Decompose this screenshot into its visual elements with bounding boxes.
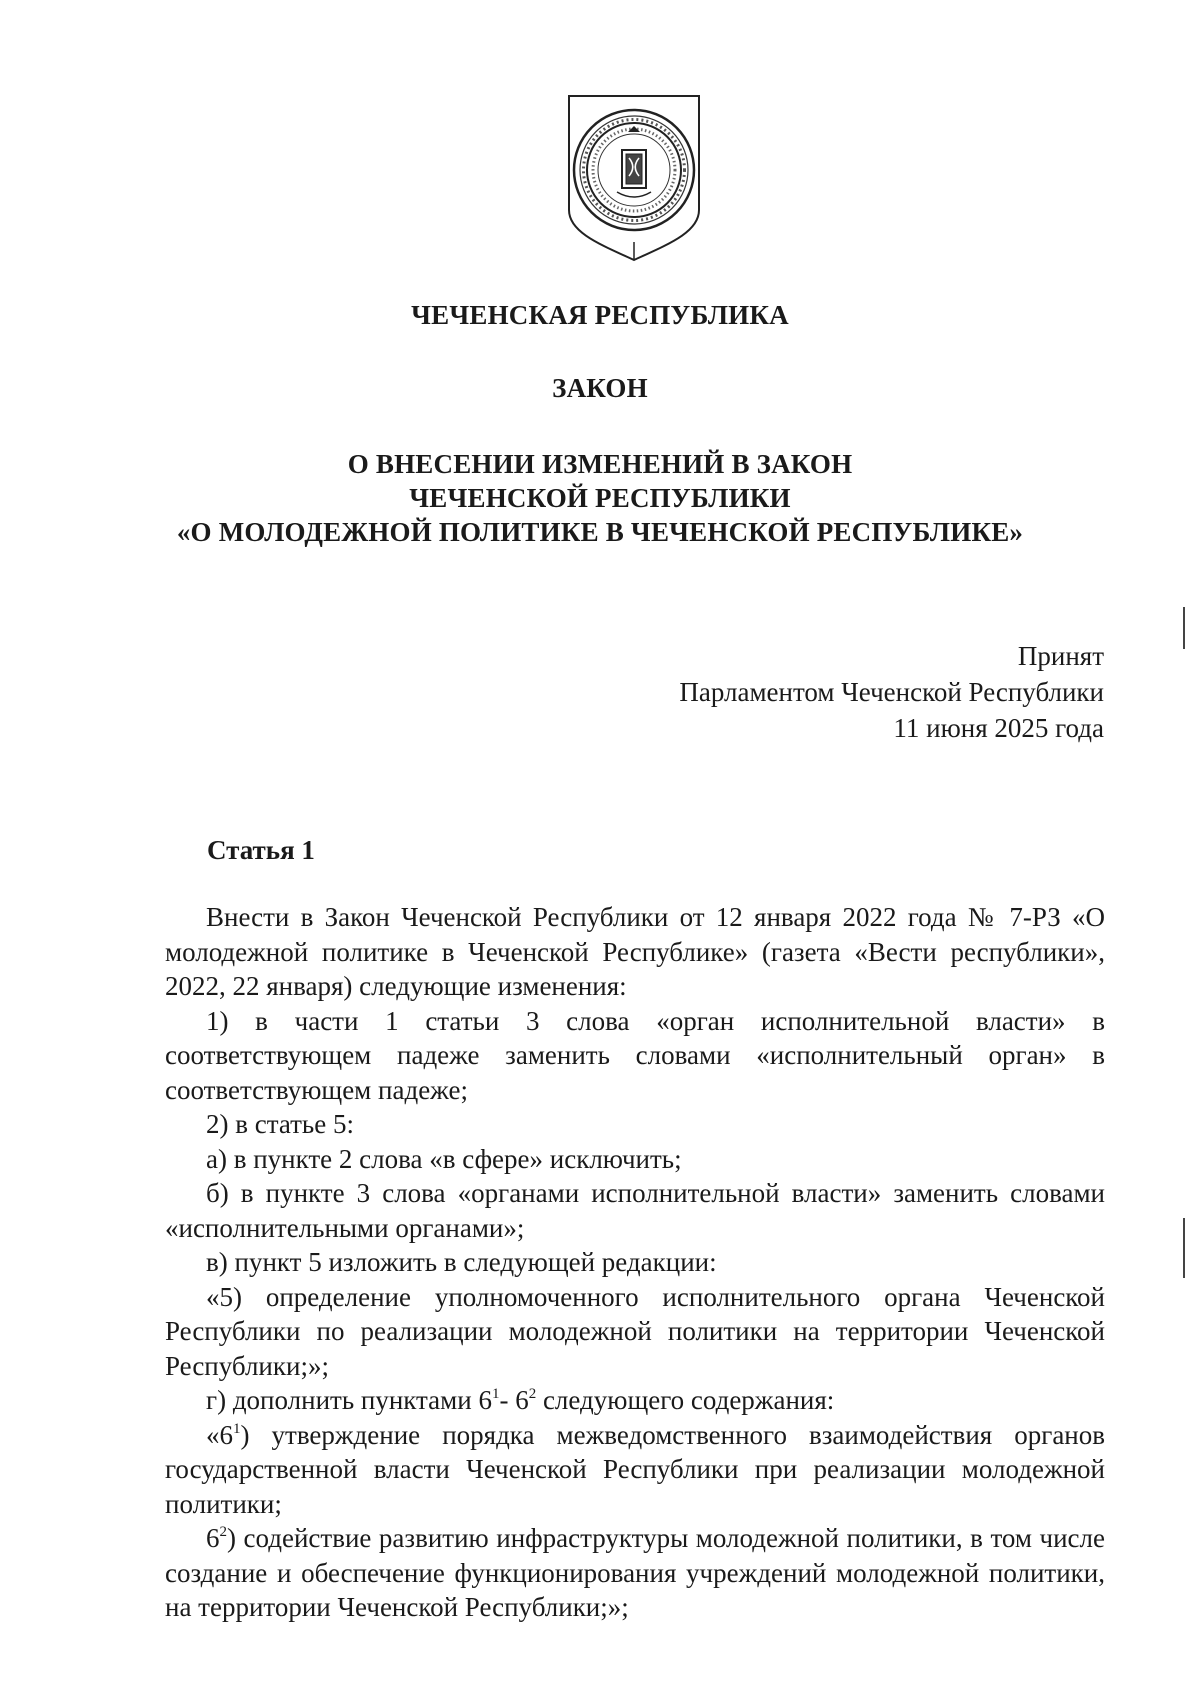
paragraph-item-1: 1) в части 1 статьи 3 слова «орган исполнительной власти» в соответствующем падеже заменить словами «исполнительный орган» в соответствующем падеже; [165,1005,1105,1105]
adoption-line-2: Парламентом Чеченской Республики [679,677,1104,707]
scan-edge-mark-bottom [1183,1218,1185,1278]
p8-part-a: г) дополнить пунктами 6 [206,1385,492,1415]
adoption-date: 11 июня 2025 года [893,713,1104,743]
coat-of-arms-icon [565,92,703,262]
p9-part-b: ) утверждение порядка межведомственного взаимодействия органов государственной власти Чеченской Республики при реализации молодежной политики; [165,1419,1105,1519]
p8-part-b: - 6 [499,1385,529,1415]
scan-edge-mark-top [1183,607,1185,649]
law-title [0,447,1200,549]
p9-part-a: «6 [206,1419,233,1450]
paragraph-item-2g [165,1383,1105,1418]
law-title-line-3: «О МОЛОДЕЖНОЙ ПОЛИТИКЕ В ЧЕЧЕНСКОЙ РЕСПУБЛИКЕ» [176,517,1024,547]
law-title-line-2: ЧЕЧЕНСКОЙ РЕСПУБЛИКИ [409,483,791,513]
p8-sup-1: 1 [491,1386,500,1402]
paragraph-item-2a: а) в пункте 2 слова «в сфере» исключить; [206,1143,682,1174]
law-title-line-1: О ВНЕСЕНИИ ИЗМЕНЕНИЙ В ЗАКОН [347,449,853,479]
adoption-block [679,638,1104,746]
adoption-line-1: Принят [1017,641,1104,671]
paragraph-item-6-1 [165,1418,1105,1522]
paragraph-item-2: 2) в статье 5: [206,1109,354,1139]
p10-part-b: ) содействие развитию инфраструктуры молодежной политики, в том числе создание и обеспечение функционирования учреждений молодежной политики, на территории Чеченской Республики;»; [165,1523,1105,1622]
p8-part-c: следующего содержания: [536,1385,835,1415]
p10-sup: 2 [219,1524,227,1540]
paragraph-item-5-text: «5) определение уполномоченного исполнительного органа Чеченской Республики по реализации молодежной политики на территории Чеченской Республики;»; [165,1281,1105,1381]
paragraph-item-2v: в) пункт 5 изложить в следующей редакции: [206,1247,717,1277]
p8-sup-2: 2 [528,1386,537,1402]
p9-sup: 1 [233,1420,241,1437]
article-body [165,900,1105,1625]
document-type-heading: ЗАКОН [552,373,648,403]
republic-heading: ЧЕЧЕНСКАЯ РЕСПУБЛИКА [411,300,789,330]
article-title: Статья 1 [207,835,315,865]
paragraph-item-2b: б) в пункте 3 слова «органами исполнительной власти» заменить словами «исполнительными органами»; [165,1178,1105,1243]
paragraph-item-6-2 [165,1521,1105,1625]
p10-part-a: 6 [206,1523,220,1553]
paragraph-intro: Внести в Закон Чеченской Республики от 12 января 2022 года № 7-РЗ «О молодежной политике в Чеченской Республике» (газета «Вести республики», 2022, 22 января) следующие изменения: [165,902,1105,1001]
